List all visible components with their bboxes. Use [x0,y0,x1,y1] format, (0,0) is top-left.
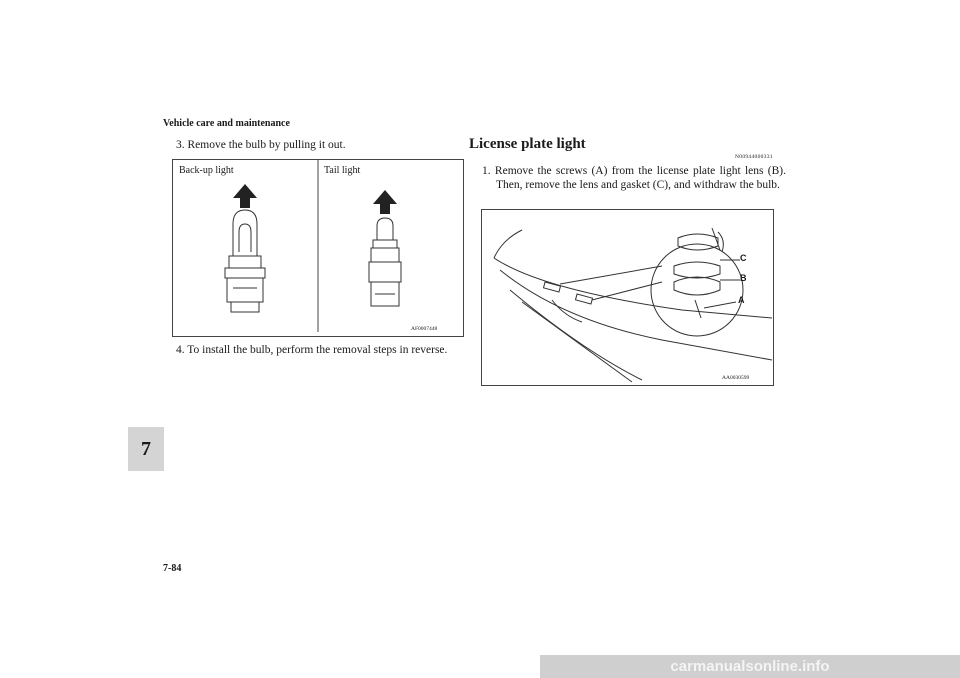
step-3-text: 3. Remove the bulb by pulling it out. [176,139,346,151]
license-plate-figure [481,209,774,386]
callout-c: C [740,253,747,263]
callout-b: B [740,273,747,283]
page-number: 7-84 [163,563,182,574]
backup-light-label: Back-up light [179,165,234,176]
tail-arrow-icon [373,190,397,214]
callout-a: A [738,295,745,305]
figure-id: AF0007448 [411,326,438,332]
section-heading: License plate light [469,136,586,152]
license-plate-illustration [482,210,773,385]
chapter-number: 7 [141,438,151,460]
figure-id: AA0030599 [722,375,750,381]
section-title: Vehicle care and maintenance [163,118,290,129]
doc-code: N00944000331 [735,154,773,160]
backup-arrow-icon [233,184,257,208]
tail-light-label: Tail light [324,165,361,176]
chapter-tab [128,427,164,471]
step-1-text: 1. Remove the screws (A) from the license plate light lens (B). Then, remove the lens and gasket (C), and withdraw the bulb. [482,165,786,191]
bulb-illustration [173,160,463,336]
bulb-figure [172,159,464,337]
tail-bulb-icon [369,218,401,306]
watermark-link[interactable]: carmanualsonline.info [540,655,960,678]
backup-bulb-icon [225,210,265,312]
step-4-text: 4. To install the bulb, perform the removal steps in reverse. [176,344,448,356]
